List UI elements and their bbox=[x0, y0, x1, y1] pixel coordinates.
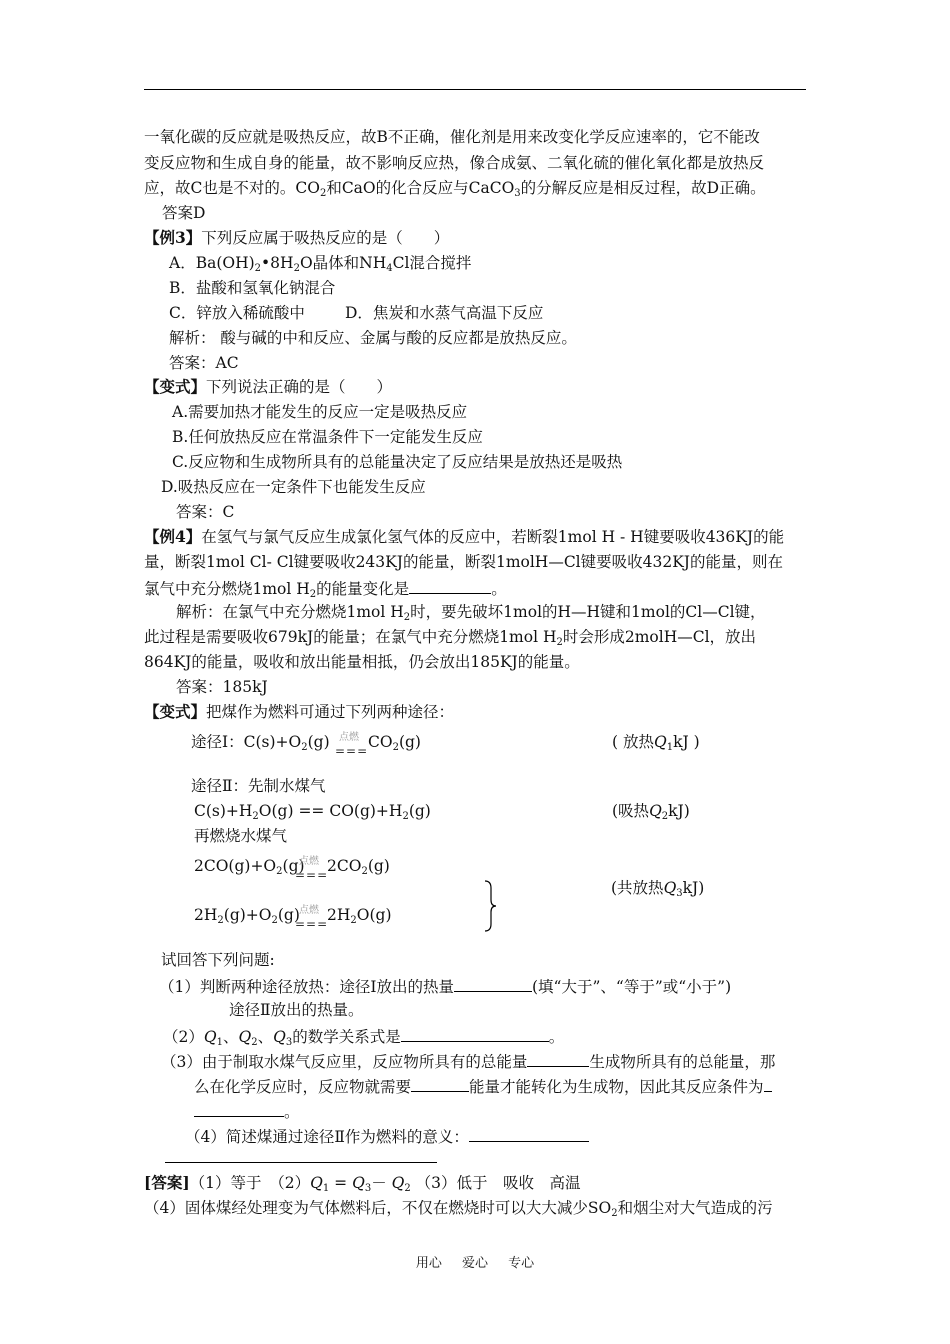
route-2-burn: 再燃烧水煤气 bbox=[194, 827, 288, 845]
example-3-question: 【例3】下列反应属于吸热反应的是（ ） bbox=[144, 228, 450, 247]
ignite-condition: 点燃 bbox=[299, 905, 319, 916]
footer-text: 专心 bbox=[508, 1256, 535, 1271]
co-combustion-product: $2CO_2(g)$ bbox=[327, 857, 390, 877]
intro-line-1: 一氧化碳的反应就是吸热反应，故B不正确，催化剂是用来改变化学反应速率的，它不能改 bbox=[144, 128, 760, 146]
route-2-label: 途径Ⅱ：先制水煤气 bbox=[191, 777, 326, 795]
example-4-analysis-2: 此过程是需要吸收679kJ的能量；在氯气中充分燃烧1mol $H_2$时会形成2molH—Cl，放出 bbox=[144, 628, 757, 648]
route-1-note: ( 放热$Q_1kJ$ ) bbox=[612, 733, 700, 753]
intro-line-3: 应，故C也是不对的。$CO_2$和CaO的化合反应与CaCO$_3$的分解反应是相反过程，故D正确。 bbox=[144, 179, 766, 199]
questions-intro: 试回答下列问题: bbox=[161, 951, 275, 969]
intro-line-2: 变反应物和生成自身的能量，故不影响反应热，像合成氨、二氧化硫的催化氧化都是放热反 bbox=[144, 154, 765, 172]
answer-blank[interactable] bbox=[194, 1100, 284, 1117]
footer-text: 爱心 bbox=[461, 1256, 488, 1271]
example-3-option-b: B．盐酸和氢氧化钠混合 bbox=[169, 279, 336, 297]
page-footer bbox=[0, 1252, 950, 1271]
answer-separator bbox=[165, 1162, 437, 1163]
question-3-line-3: 。 bbox=[194, 1100, 300, 1122]
question-3-line-1: （3）由于制取水煤气反应里，反应物所具有的总能量 生成物所具有的总能量，那 bbox=[161, 1050, 775, 1072]
equals-sign: === bbox=[295, 868, 329, 882]
header-rule bbox=[144, 89, 806, 90]
variant-1-option-b: B.任何放热反应在常温条件下一定能发生反应 bbox=[172, 428, 483, 446]
example-4-analysis-1: 解析：在氯气中充分燃烧1mol $H_2$时，要先破坏1mol的H—H键和1mol的Cl—Cl键， bbox=[176, 603, 766, 623]
footer-text: 用心 bbox=[415, 1256, 442, 1271]
intro-answer: 答案D bbox=[162, 204, 206, 222]
question-1-cont: 途径Ⅱ放出的热量。 bbox=[229, 1001, 364, 1019]
answer-blank[interactable] bbox=[527, 1050, 589, 1067]
answer-blank[interactable] bbox=[409, 577, 491, 594]
variant-1-option-c: C.反应物和生成物所具有的总能量决定了反应结果是放热还是吸热 bbox=[172, 453, 623, 471]
example-4-line-3: 氯气中充分燃烧1mol $H_2$的能量变化是 。 bbox=[144, 577, 507, 599]
example-3-option-c: C．锌放入稀硫酸中 bbox=[169, 304, 305, 322]
answer-blank[interactable] bbox=[411, 1075, 469, 1092]
variant-1-option-d: D.吸热反应在一定条件下也能发生反应 bbox=[161, 478, 426, 496]
equals-sign: === bbox=[335, 744, 369, 758]
answer-blank[interactable] bbox=[401, 1025, 549, 1042]
ignite-condition: 点燃 bbox=[339, 732, 359, 743]
question-4: （4）简述煤通过途径Ⅱ作为燃料的意义： bbox=[185, 1125, 589, 1147]
route-1-reactants: 途径Ⅰ：$C(s)+O_2(g)$ bbox=[191, 733, 330, 753]
equals-sign: === bbox=[295, 917, 329, 931]
answer-blank[interactable] bbox=[454, 975, 532, 992]
answer-line-2: （4）固体煤经处理变为气体燃料后，不仅在燃烧时可以大大减少$SO_2$和烟尘对大气造成的污 bbox=[144, 1199, 773, 1219]
ignite-condition: 点燃 bbox=[299, 856, 319, 867]
question-3-line-2: 么在化学反应时，反应物就需要 能量才能转化为生成物，因此其反应条件为 bbox=[194, 1075, 772, 1097]
h2-combustion-product: $2H_2O(g)$ bbox=[327, 906, 392, 926]
example-4-answer: 答案：185kJ bbox=[176, 678, 268, 696]
example-3-answer: 答案：AC bbox=[169, 354, 239, 372]
answer-blank[interactable] bbox=[764, 1075, 772, 1092]
answer-line-1: [答案]（1）等于 $(2)Q_1 = Q_3- Q_2$ （3）低于 吸收 高温 bbox=[144, 1173, 581, 1194]
answer-blank[interactable] bbox=[469, 1125, 589, 1142]
example-3-analysis: 解析： 酸与碱的中和反应、金属与酸的反应都是放热反应。 bbox=[169, 329, 577, 347]
example-4-analysis-3: 864KJ的能量，吸收和放出能量相抵，仍会放出185KJ的能量。 bbox=[144, 653, 580, 671]
route-1-product: $CO_2(g)$ bbox=[368, 733, 421, 753]
variant-1-question: 【变式】下列说法正确的是（ ） bbox=[144, 377, 393, 396]
variant-1-option-a: A.需要加热才能发生的反应一定是吸热反应 bbox=[172, 403, 468, 421]
co-combustion-reactants: $2CO(g)+O_2(g)$ bbox=[194, 857, 305, 877]
example-3-option-d: D．焦炭和水蒸气高温下反应 bbox=[345, 304, 544, 322]
right-brace-icon bbox=[483, 880, 497, 932]
question-2: $(2)Q_1$、$Q_2$、$Q_3$的数学关系式是 。 bbox=[163, 1025, 564, 1047]
variant-2-question: 【变式】把煤作为燃料可通过下列两种途径： bbox=[144, 702, 455, 721]
example-3-option-a: A．$Ba(OH)_2•8H_2O$晶体和$NH_4Cl$混合搅拌 bbox=[169, 254, 472, 274]
variant-1-answer: 答案：C bbox=[176, 503, 235, 521]
question-1: （1）判断两种途径放热：途径Ⅰ放出的热量 (填“大于”、“等于”或“小于”) bbox=[159, 975, 731, 997]
example-4-line-2: 量，断裂1mol Cl- Cl键要吸收243KJ的能量，断裂1molH—Cl键要吸收432KJ的能量，则在 bbox=[144, 553, 784, 571]
route-2-total-note: (共放热$Q_3kJ$) bbox=[611, 879, 705, 899]
route-2-equation: $C(s)+H_2O(g) == CO(g)+H_2(g)$ bbox=[194, 802, 431, 822]
route-2-note: (吸热$Q_2kJ$) bbox=[612, 802, 690, 822]
h2-combustion-reactants: $2H_2(g)+O_2(g)$ bbox=[194, 906, 300, 926]
example-4-line-1: 【例4】在氢气与氯气反应生成氯化氢气体的反应中，若断裂1mol H - H键要吸收436KJ的能 bbox=[144, 527, 785, 546]
